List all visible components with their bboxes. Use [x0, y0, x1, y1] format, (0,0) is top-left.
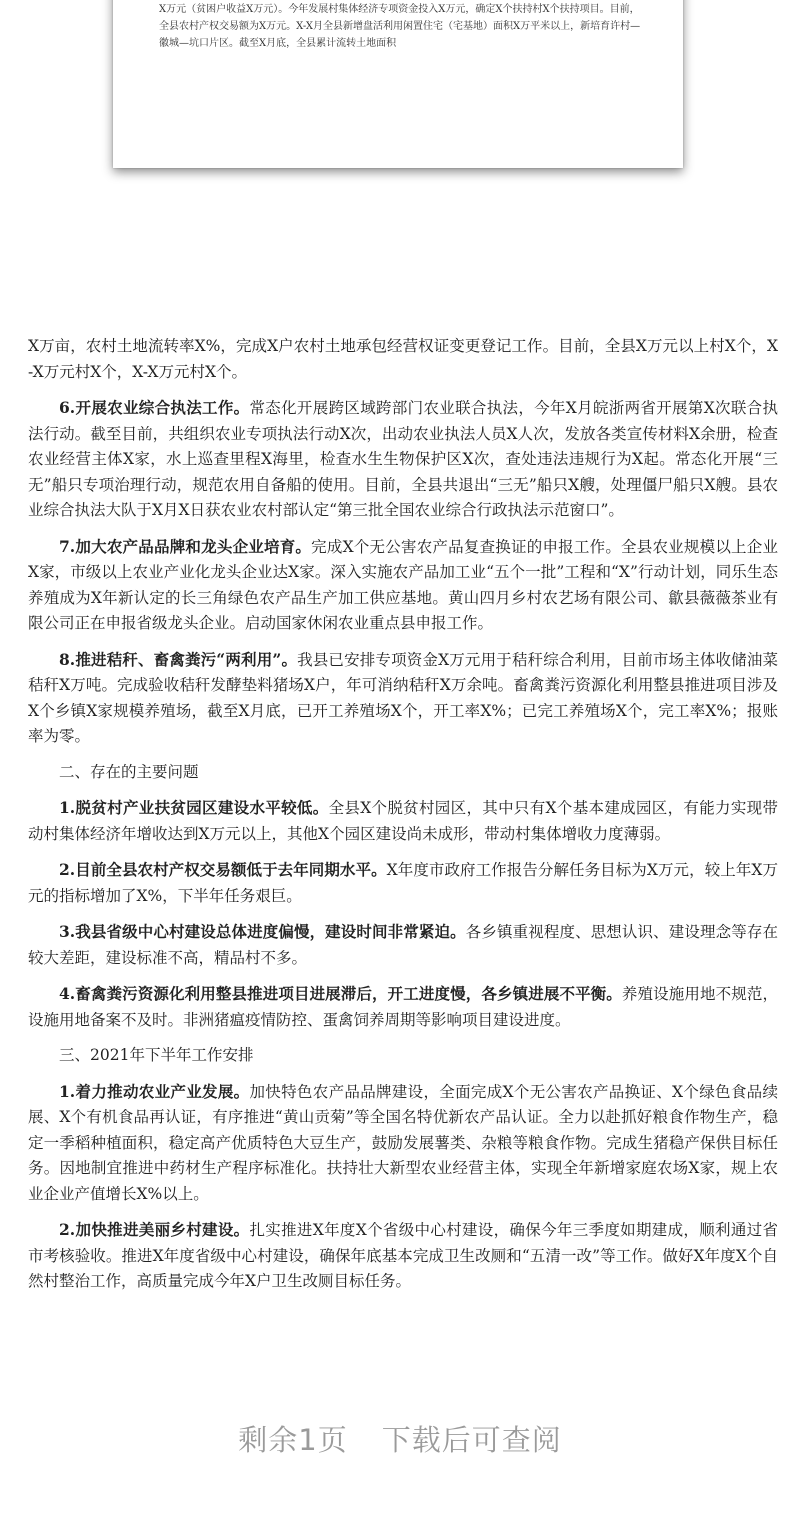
item-heading: 3.我县省级中心村建设总体进度偏慢，建设时间非常紧迫。	[59, 922, 466, 941]
paragraph-problem-4	[28, 981, 778, 1033]
paragraph-plan-2	[28, 1217, 778, 1295]
paragraph-plan-1	[28, 1079, 778, 1208]
paragraph-item-8	[28, 647, 778, 750]
item-heading: 7.加大农产品品牌和龙头企业培育。	[59, 536, 312, 556]
item-heading: 2.目前全县农村产权交易额低于去年同期水平。	[59, 860, 387, 879]
paragraph-continued: X万亩，农村土地流转率X%，完成X户农村土地承包经营权证变更登记工作。目前，全县X万元以上村X个，X-X万元村X个，X-X万元村X个。	[28, 337, 778, 381]
item-body: 常态化开展跨区域跨部门农业联合执法，今年X月皖浙两省开展第X次联合执法行动。截至目前，共组织农业专项执法行动X次，出动农业执法人员X人次，发放各类宣传材料X余册，检查农业经营主体X家，水上巡查里程X海里，检查水生生物保护区X次，查处违法违规行为X起。常态化开展“三无”船只专项治理行动，规范农用自备船的使用。目前，全县共退出“三无”船只X艘，处理僵尸船只X艘。县农业综合执法大队于X月X日获农业农村部认定“第三批全国农业综合行政执法示范窗口”。	[28, 399, 778, 519]
item-heading: 1.脱贫村产业扶贫园区建设水平较低。	[59, 798, 329, 817]
item-heading: 2.加快推进美丽乡村建设。	[59, 1220, 250, 1239]
item-body: 全县X个脱贫村园区，其中只有X个基本建成园区，有能力实现带动村集体经济年增收达到X万元以上，其他X个园区建设尚未成形，带动村集体增收力度薄弱。	[28, 799, 778, 843]
paragraph-problem-1	[28, 795, 778, 847]
section-title-problems: 二、存在的主要问题	[59, 762, 199, 781]
item-heading: 1.着力推动农业产业发展。	[59, 1081, 250, 1101]
download-to-view-label: 下载后可查阅	[381, 1423, 562, 1457]
paragraph-problem-2	[28, 857, 778, 909]
item-body: 养殖设施用地不规范，设施用地备案不及时。非洲猪瘟疫情防控、蛋禽饲养周期等影响项目建设进度。	[28, 985, 778, 1029]
paragraph-item-6	[28, 395, 778, 524]
item-body: 我县已安排专项资金X万元用于秸秆综合利用，目前市场主体收储油菜秸秆X万吨。完成验收秸秆发酵垫料猪场X户，年可消纳秸秆X万余吨。畜禽粪污资源化利用整县推进项目涉及X个乡镇X家规模养殖场，截至X月底，已开工养殖场X个，开工率X%；已完工养殖场X个，完工率X%；报账率为零。	[28, 650, 778, 745]
item-body: 加快特色农产品品牌建设，全面完成X个无公害农产品换证、X个绿色食品续展、X个有机食品再认证，有序推进“黄山贡菊”等全国名特优新农产品认证。全力以赴抓好粮食作物生产，稳定一季稻种植面积，稳定高产优质特色大豆生产，鼓励发展薯类、杂粮等粮食作物。完成生猪稳产保供目标任务。因地制宜推进中药材生产程序标准化。扶持壮大新型农业经营主体，实现全年新增家庭农场X家，规上农业企业产值增长X%以上。	[28, 1082, 778, 1203]
section-title-plans: 三、2021年下半年工作安排	[59, 1046, 254, 1064]
item-heading: 6.开展农业综合执法工作。	[59, 398, 250, 417]
item-heading: 4.畜禽粪污资源化利用整县推进项目进展滞后，开工进度慢，各乡镇进展不平衡。	[59, 984, 622, 1003]
item-body: 扎实推进X年度X个省级中心村建设，确保今年三季度如期建成，顺利通过省市考核验收。推进X年度省级中心村建设，确保年底基本完成卫生改厕和“五清一改”等工作。做好X年度X个自然村整治工作，高质量完成今年X户卫生改厕目标任务。	[28, 1221, 778, 1290]
item-body: X年度市政府工作报告分解任务目标为X万元，较上年X万元的指标增加了X%，下半年任务艰巨。	[28, 861, 779, 905]
document-body	[28, 334, 778, 1305]
preview-text: X万元（贫困户收益X万元）。今年发展村集体经济专项资金投入X万元，确定X个扶持村X个扶持项目。目前，全县农村产权交易额为X万元。X-X月全县新增盘活利用闲置住宅（宅基地）面积X万平米以上，新培育许村—徽城—坑口片区。截至X月底，全县累计流转土地面积	[159, 4, 641, 49]
paragraph-item-7	[28, 534, 778, 637]
remaining-pages-count: 剩余1页	[238, 1423, 348, 1457]
paragraph-problem-3	[28, 919, 778, 971]
item-body: 完成X个无公害农产品复查换证的申报工作。全县农业规模以上企业X家，市级以上农业产业化龙头企业达X家。深入实施农产品加工业“五个一批”工程和“X”行动计划，同乐生态养殖成为X年新认定的长三角绿色农产品生产加工供应基地。黄山四月乡村农艺场有限公司、歙县薇薇茶业有限公司正在申报省级龙头企业。启动国家休闲农业重点县申报工作。	[28, 537, 778, 632]
item-body: 各乡镇重视程度、思想认识、建设理念等存在较大差距，建设标准不高，精品村不多。	[28, 923, 778, 967]
previous-page-preview	[113, 0, 683, 168]
item-heading: 8.推进秸秆、畜禽粪污“两利用”。	[59, 649, 298, 669]
remaining-pages-notice[interactable]	[0, 1418, 800, 1459]
